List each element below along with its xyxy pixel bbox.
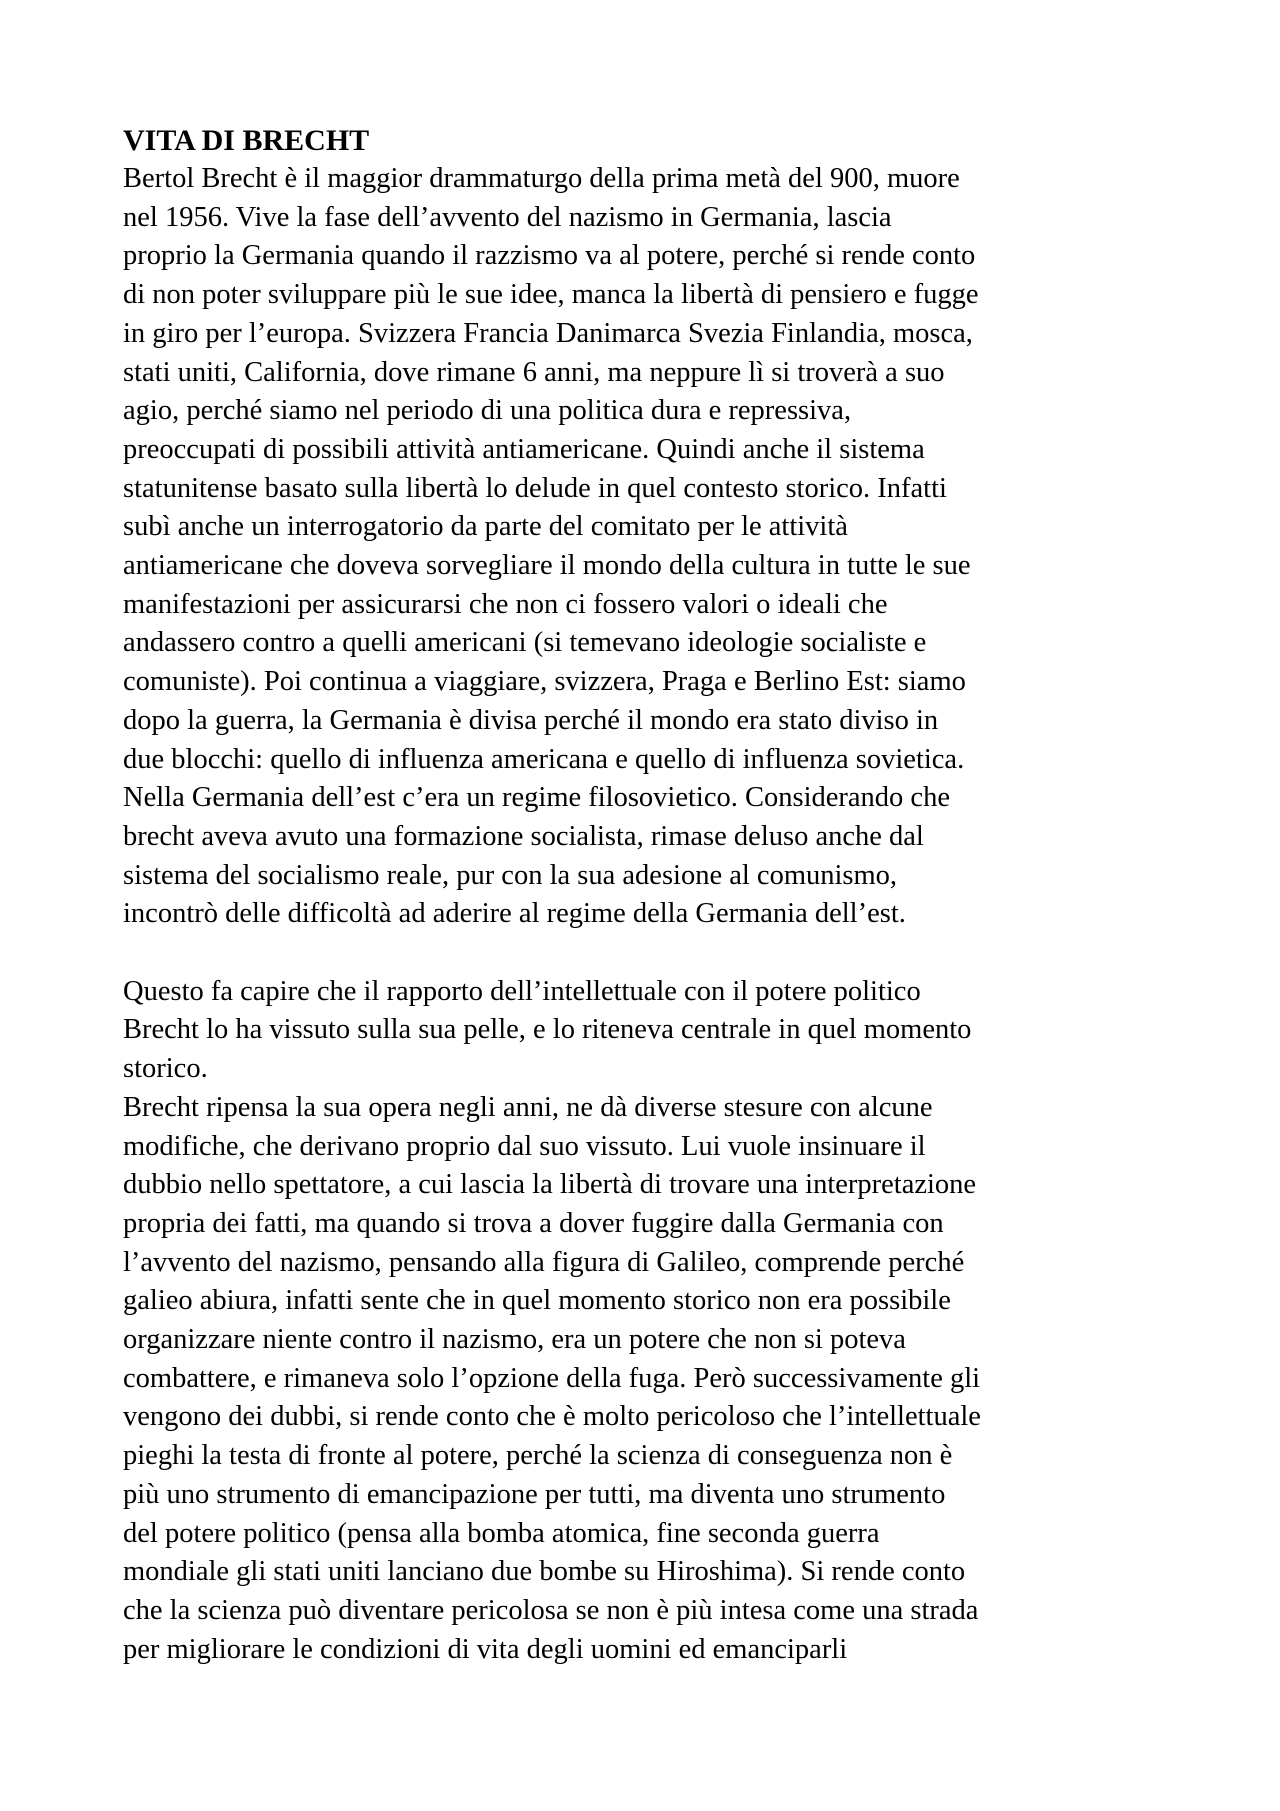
- paragraph-vita: [123, 160, 1183, 934]
- text-line: nel 1956. Vive la fase dell’avvento del nazismo in Germania, lascia: [123, 201, 892, 233]
- text-line: statunitense basato sulla libertà lo delude in quel contesto storico. Infatti: [123, 472, 947, 504]
- document-title: VITA DI BRECHT: [123, 124, 370, 157]
- text-line: incontrò delle difficoltà ad aderire al regime della Germania dell’est.: [123, 898, 906, 930]
- text-line: andassero contro a quelli americani (si temevano ideologie socialiste e: [123, 627, 927, 659]
- document-page: [123, 122, 1183, 1669]
- text-line: comuniste). Poi continua a viaggiare, svizzera, Praga e Berlino Est: siamo: [123, 666, 966, 698]
- text-line: Bertol Brecht è il maggior drammaturgo della prima metà del 900, muore: [123, 163, 960, 194]
- text-line: manifestazioni per assicurarsi che non ci fossero valori o ideali che: [123, 588, 888, 620]
- text-line: brecht aveva avuto una formazione socialista, rimase deluso anche dal: [123, 820, 924, 852]
- text-line: dubbio nello spettatore, a cui lascia la libertà di trovare una interpretazione: [123, 1169, 977, 1201]
- text-line: per migliorare le condizioni di vita degli uomini ed emanciparli: [123, 1633, 848, 1665]
- text-line: dopo la guerra, la Germania è divisa perché il mondo era stato diviso in: [123, 704, 939, 736]
- text-line: combattere, e rimaneva solo l’opzione della fuga. Però successivamente gli: [123, 1362, 981, 1394]
- text-line: mondiale gli stati uniti lanciano due bombe su Hiroshima). Si rende conto: [123, 1556, 966, 1588]
- text-line: più uno strumento di emancipazione per tutti, ma diventa uno strumento: [123, 1478, 946, 1510]
- text-line: propria dei fatti, ma quando si trova a dover fuggire dalla Germania con: [123, 1207, 944, 1239]
- text-line: organizzare niente contro il nazismo, era un potere che non si poteva: [123, 1324, 906, 1356]
- text-line: di non poter sviluppare più le sue idee, manca la libertà di pensiero e fugge: [123, 279, 979, 311]
- text-line: in giro per l’europa. Svizzera Francia Danimarca Svezia Finlandia, mosca,: [123, 317, 973, 349]
- text-line: preoccupati di possibili attività antiamericane. Quindi anche il sistema: [123, 433, 925, 465]
- text-line: galieo abiura, infatti sente che in quel momento storico non era possibile: [123, 1285, 951, 1317]
- text-line: storico.: [123, 1053, 208, 1085]
- text-line: subì anche un interrogatorio da parte del comitato per le attività: [123, 511, 848, 543]
- text-line: antiamericane che doveva sorvegliare il mondo della cultura in tutte le sue: [123, 550, 971, 582]
- text-line: Brecht lo ha vissuto sulla sua pelle, e lo riteneva centrale in quel momento: [123, 1014, 972, 1046]
- paragraph-intellettuale: [123, 973, 1183, 1089]
- paragraph-galileo: [123, 1089, 1183, 1670]
- text-line: del potere politico (pensa alla bomba atomica, fine seconda guerra: [123, 1517, 880, 1549]
- text-line: Nella Germania dell’est c’era un regime filosovietico. Considerando che: [123, 782, 950, 814]
- paragraph-spacer: [123, 934, 1183, 973]
- text-line: stati uniti, California, dove rimane 6 anni, ma neppure lì si troverà a suo: [123, 356, 945, 388]
- text-line: agio, perché siamo nel periodo di una politica dura e repressiva,: [123, 395, 852, 427]
- text-line: Brecht ripensa la sua opera negli anni, ne dà diverse stesure con alcune: [123, 1091, 933, 1123]
- text-line: l’avvento del nazismo, pensando alla figura di Galileo, comprende perché: [123, 1246, 965, 1278]
- text-line: sistema del socialismo reale, pur con la sua adesione al comunismo,: [123, 859, 898, 891]
- text-line: Questo fa capire che il rapporto dell’intellettuale con il potere politico: [123, 975, 921, 1007]
- text-line: che la scienza può diventare pericolosa se non è più intesa come una strada: [123, 1595, 979, 1626]
- text-line: vengono dei dubbi, si rende conto che è molto pericoloso che l’intellettuale: [123, 1401, 981, 1433]
- text-line: pieghi la testa di fronte al potere, perché la scienza di conseguenza non è: [123, 1440, 953, 1472]
- text-line: modifiche, che derivano proprio dal suo vissuto. Lui vuole insinuare il: [123, 1130, 926, 1162]
- text-line: proprio la Germania quando il razzismo va al potere, perché si rende conto: [123, 240, 976, 272]
- text-line: due blocchi: quello di influenza americana e quello di influenza sovietica.: [123, 743, 965, 775]
